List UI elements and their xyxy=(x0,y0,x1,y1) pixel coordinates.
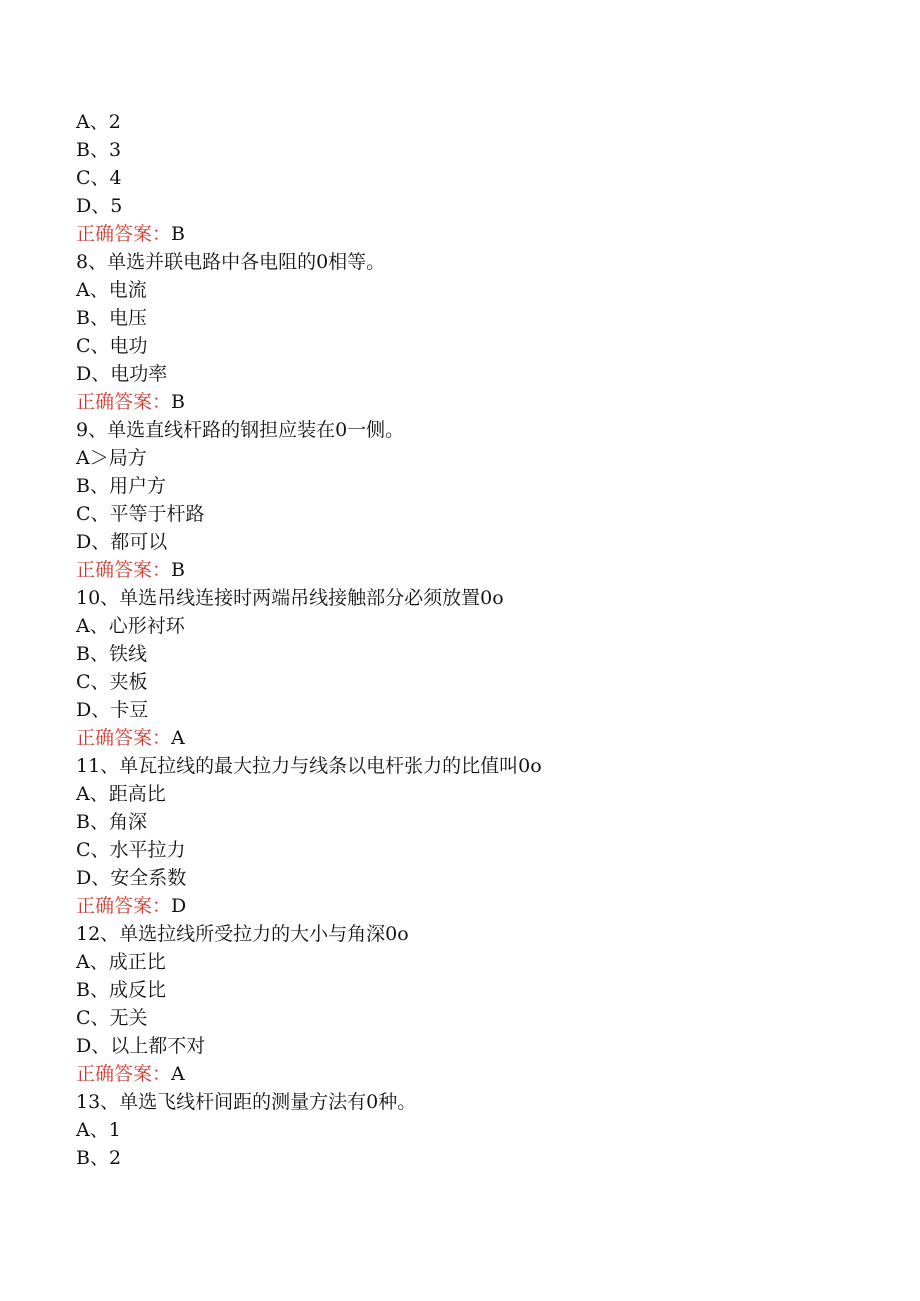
option-text: D、5 xyxy=(76,195,123,217)
option-text: C、平等于杆路 xyxy=(76,503,205,525)
answer-line xyxy=(76,724,876,752)
question-text: 8、单选并联电路中各电阻的0相等。 xyxy=(76,251,386,273)
answer-value: A xyxy=(171,1063,185,1085)
option-text: A、电流 xyxy=(76,279,147,301)
option-text: B、3 xyxy=(76,139,122,161)
option-text: A、1 xyxy=(76,1119,121,1141)
option-text: C、夹板 xyxy=(76,671,148,693)
option-text: B、角深 xyxy=(76,811,147,833)
option-text: C、无关 xyxy=(76,1007,148,1029)
question-text: 9、单选直线杆路的钢担应装在0一侧。 xyxy=(76,419,405,441)
answer-label: 正确答案： xyxy=(76,1063,172,1085)
answer-value: B xyxy=(171,559,185,581)
answer-label: 正确答案： xyxy=(76,727,172,749)
question-text: 13、单选飞线杆间距的测量方法有0种。 xyxy=(76,1091,417,1113)
option-text: C、水平拉力 xyxy=(76,839,186,861)
answer-line xyxy=(76,892,876,920)
option-text: A、心形衬环 xyxy=(76,615,185,637)
option-text: A、成正比 xyxy=(76,951,166,973)
option-text: D、安全系数 xyxy=(76,867,187,889)
option-text: B、电压 xyxy=(76,307,147,329)
option-text: B、用户方 xyxy=(76,475,166,497)
option-text: B、2 xyxy=(76,1147,122,1169)
option-text: A＞局方 xyxy=(76,447,147,469)
option-text: D、以上都不对 xyxy=(76,1035,206,1057)
answer-value: B xyxy=(171,391,185,413)
option-text: C、4 xyxy=(76,167,122,189)
answer-label: 正确答案： xyxy=(76,895,172,917)
option-text: A、2 xyxy=(76,111,121,133)
answer-label: 正确答案： xyxy=(76,391,172,413)
answer-line xyxy=(76,556,876,584)
answer-line xyxy=(76,1060,876,1088)
option-text: A、距高比 xyxy=(76,783,166,805)
document-page xyxy=(76,108,876,1172)
option-text: D、电功率 xyxy=(76,363,168,385)
question-text: 11、单瓦拉线的最大拉力与线条以电杆张力的比值叫0o xyxy=(76,755,542,777)
question-text: 10、单选吊线连接时两端吊线接触部分必须放置0o xyxy=(76,587,504,609)
option-text: C、电功 xyxy=(76,335,148,357)
answer-label: 正确答案： xyxy=(76,223,172,245)
answer-line xyxy=(76,220,876,248)
option-text: D、卡豆 xyxy=(76,699,149,721)
answer-value: A xyxy=(171,727,185,749)
answer-value: B xyxy=(171,223,185,245)
answer-value: D xyxy=(171,895,187,917)
option-text: B、成反比 xyxy=(76,979,166,1001)
question-text: 12、单选拉线所受拉力的大小与角深0o xyxy=(76,923,409,945)
answer-line xyxy=(76,388,876,416)
answer-label: 正确答案： xyxy=(76,559,172,581)
option-text: D、都可以 xyxy=(76,531,168,553)
option-text: B、铁线 xyxy=(76,643,147,665)
